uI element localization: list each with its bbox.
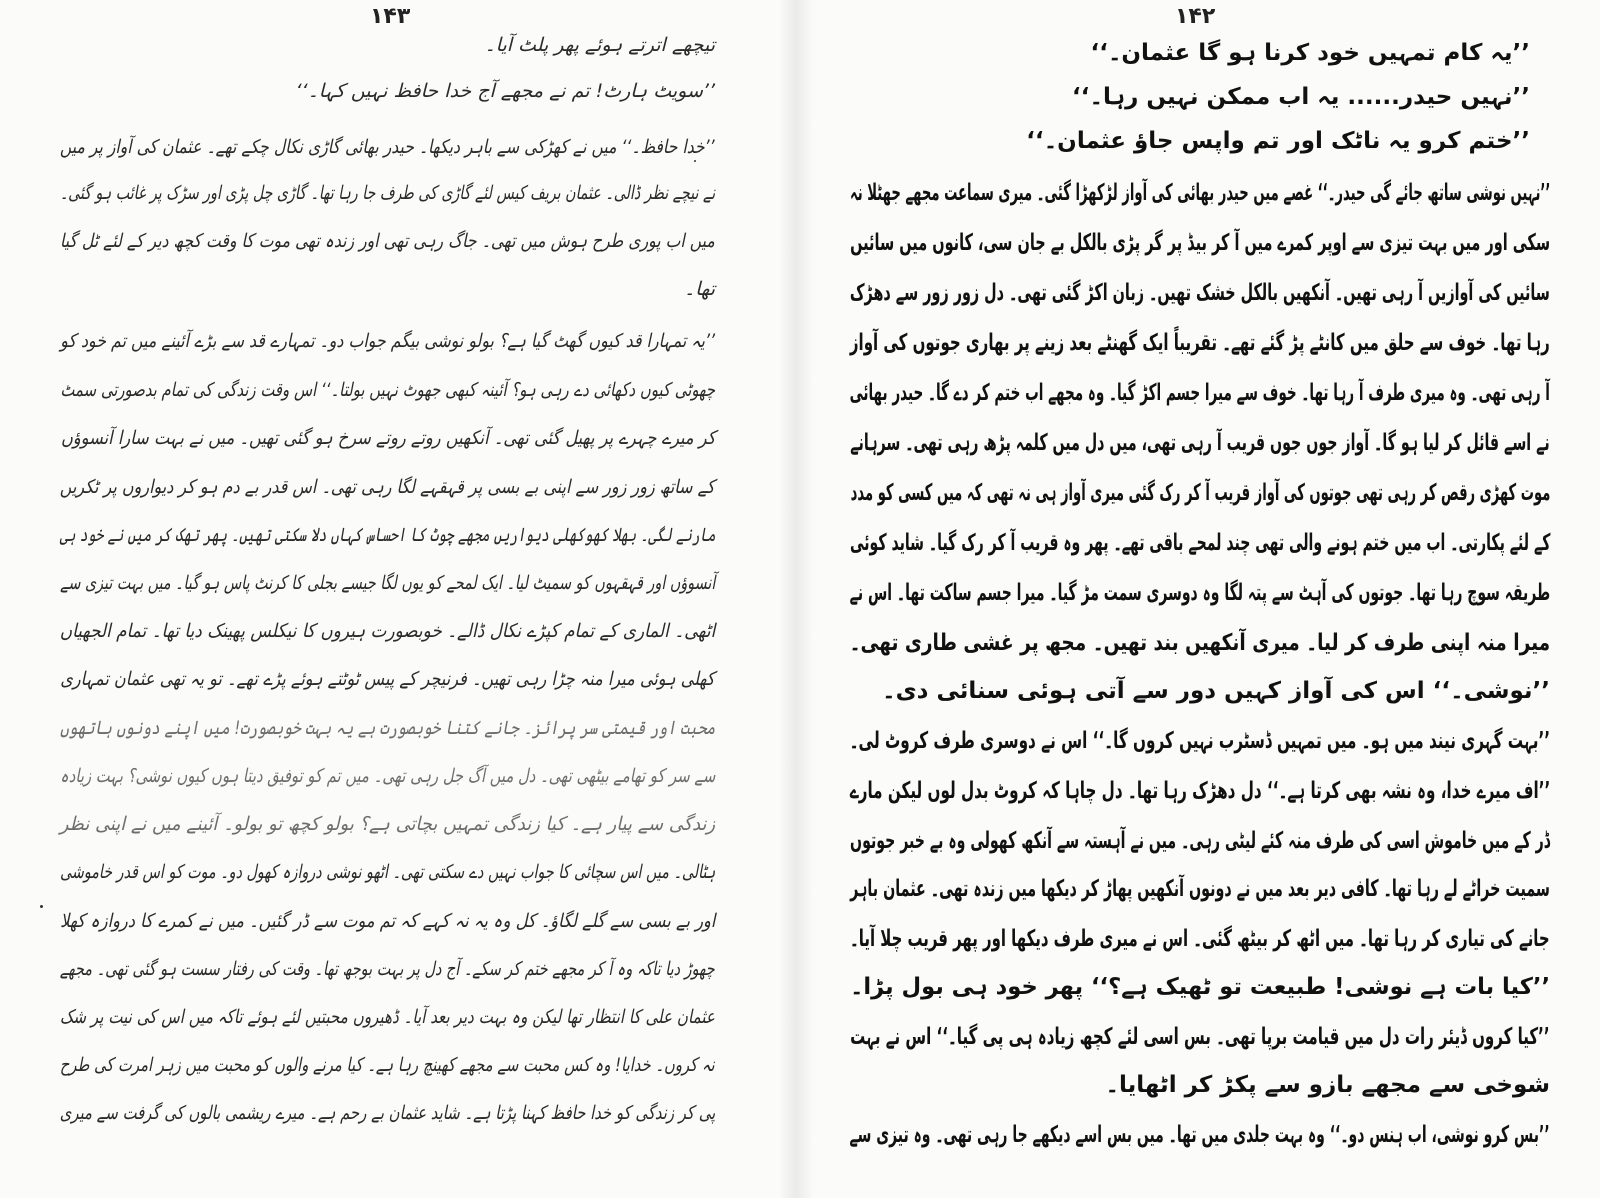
- text-line: ’’بہت گہری نیند میں ہو۔ میں تمہیں ڈسٹرب نہیں کروں گا۔‘‘ اس نے دوسری طرف کروٹ لی۔: [849, 728, 1550, 754]
- text-line: محبت اور قیمتی سر پرائز۔ جانے کتنا خوبصورت ہے یہ بہت خوبصورت! میں اپنے دونوں ہاتھوں: [59, 717, 715, 739]
- text-line: جانے کی تیاری کر رہا تھا۔ میں اٹھ کر بیٹھ گئی۔ اس نے میری طرف دیکھا اور پھر قریب چلا آیا۔: [850, 926, 1550, 952]
- scan-speck: [40, 905, 43, 908]
- right-page: [820, 0, 1600, 1198]
- text-line: زندگی سے پیار ہے۔ کیا زندگی تمہیں بچاتی ہے؟ بولو کچھ تو بولو۔ آئینے میں نے اپنی نظر: [59, 813, 715, 835]
- text-line: میرا منہ اپنی طرف کر لیا۔ میری آنکھیں بند تھیں۔ مجھ پر غشی طاری تھی۔: [849, 630, 1550, 656]
- text-line: رہا تھا۔ خوف سے حلق میں کانٹے پڑ گئے تھے۔ تقریباً ایک گھنٹے بعد زینے پر بھاری جوتوں کی آواز: [850, 330, 1550, 356]
- text-line: عثمان علی کا انتظار تھا لیکن وہ بہت دیر بعد آیا۔ ڈھیروں محبتیں لئے ہوئے تاکہ میں اس کی نیت پر شک: [59, 1006, 715, 1028]
- text-line: سکی اور میں بہت تیزی سے اوپر کمرے میں آ کر بیڈ پر گر پڑی بالکل بے جان سی، کانوں میں سائیں: [850, 230, 1550, 256]
- text-line: اور بے بسی سے گلے لگاؤ۔ کل وہ یہ نہ کہے کہ تم موت سے ڈر گئیں۔ میں نے کمرے کا دروازہ کھلا: [59, 910, 715, 932]
- text-line: سے سر کو تھامے بیٹھی تھی۔ دل میں آگ جل رہی تھی۔ میں تم کو توفیق دیتا ہوں کیوں نوشی؟ بہت زیادہ: [59, 765, 715, 787]
- page-number: ۱۴۲: [1175, 4, 1216, 29]
- text-line: تھا۔: [684, 278, 715, 300]
- text-line: چھوٹی کیوں دکھائی دے رہی ہو؟ آئینہ کبھی جھوٹ نہیں بولتا۔‘‘ اس وقت زندگی کی تمام بدصورتی سمٹ: [60, 379, 715, 401]
- text-line: تیچھے اترتے ہوئے پھر پلٹ آیا۔: [484, 34, 715, 56]
- text-line: آ رہی تھی۔ وہ میری طرف آ رہا تھا۔ خوف سے میرا جسم اکڑ گیا۔ وہ مجھے اب ختم کر دے گا۔ حیدر بھائی: [849, 380, 1550, 406]
- text-line: ڈر کے میں خاموش اسی کی طرف منہ کئے لیٹی رہی۔ میں نے آہستہ سے آنکھ کھولی وہ بے خبر جوتوں: [850, 828, 1550, 854]
- text-line: ’’بس کرو نوشی، اب ہنس دو۔‘‘ وہ بہت جلدی میں تھا۔ میں بس اسے دیکھے جا رہی تھی۔ وہ تیزی سے: [849, 1122, 1550, 1148]
- text-line: مارنے لگی۔ بھلا کھوکھلی دیواریں مجھے چوٹ کا احساس کہاں دلا سکتی تھیں۔ پھر تھک کر میں نے خود ہی: [59, 524, 715, 546]
- book-gutter: [778, 0, 814, 1198]
- text-line: کھلی ہوئی میرا منہ چڑا رہی تھیں۔ فرنیچر کے پیس ٹوٹتے ہوئے پڑے تھے۔ تو یہ تھی عثمان تمہاری: [60, 668, 715, 690]
- left-page: [0, 0, 760, 1198]
- text-line: ’’یہ تمہارا قد کیوں گھٹ گیا ہے؟ بولو نوشی بیگم جواب دو۔ تمہارے قد سے بڑے آئینے میں تم خود کو: [60, 330, 715, 352]
- text-line: شوخی سے مجھے بازو سے پکڑ کر اٹھایا۔: [1105, 1072, 1550, 1098]
- text-line: ’’یہ کام تمہیں خود کرنا ہو گا عثمان۔‘‘: [1090, 40, 1530, 66]
- text-line: ’’ختم کرو یہ ناٹک اور تم واپس جاؤ عثمان۔‘‘: [1026, 128, 1530, 154]
- text-line: ’’نوشی۔‘‘ اس کی آواز کہیں دور سے آتی ہوئی سنائی دی۔: [882, 678, 1550, 704]
- text-line: ہٹالی۔ میں اس سچائی کا جواب نہیں دے سکتی تھی۔ اٹھو نوشی دروازہ کھول دو۔ موت کو اس قدر خاموشی: [59, 861, 715, 883]
- text-line: آنسوؤں اور قہقہوں کو سمیٹ لیا۔ ایک لمحے کو یوں لگا جیسے بجلی کا کرنٹ پاس ہو گیا۔ میں بہت تیزی سے: [59, 572, 715, 594]
- text-line: ’’خدا حافظ۔‘‘ میں نے کھڑکی سے باہر دیکھا۔ حیدر بھائی گاڑی نکال چکے تھے۔ عثمان کی آواز پر میں: [60, 136, 715, 158]
- text-line: میں اب پوری طرح ہوش میں تھی۔ جاگ رہی تھی اور زندہ تھی موت کا وقت کچھ دیر کے لئے ٹل گیا: [60, 230, 715, 252]
- text-line: ’’سویٹ ہارٹ! تم نے مجھے آج خدا حافظ نہیں کہا۔‘‘: [295, 80, 715, 102]
- page-number: ۱۴۳: [370, 4, 411, 29]
- text-line: ’’کیا بات ہے نوشی! طبیعت تو ٹھیک ہے؟‘‘ پھر خود ہی بول پڑا۔: [850, 974, 1550, 1000]
- text-line: نہ کروں۔ خدایا! وہ کس محبت سے مجھے کھینچ رہا ہے۔ کیا مرنے والوں کو محبت میں زہر امرت کی طرح: [60, 1054, 715, 1076]
- text-line: چھوڑ دیا تاکہ وہ آ کر مجھے ختم کر سکے۔ آج دل پر بہت بوجھ تھا۔ وقت کی رفتار سست ہو گئی تھی۔ مجھے: [60, 958, 715, 980]
- text-line: سمیت خراٹے لے رہا تھا۔ کافی دیر بعد میں نے دونوں آنکھیں پھاڑ کر دیکھا میں زندہ تھی۔ عثمان باہر: [850, 876, 1550, 902]
- text-line: اٹھی۔ الماری کے تمام کپڑے نکال ڈالے۔ خوبصورت ہیروں کا نیکلس پھینک دیا تھا۔ تمام الجھیاں: [59, 620, 715, 642]
- text-line: کر میرے چہرے پر پھیل گئی تھی۔ آنکھیں روتے روتے سرخ ہو گئی تھیں۔ میں نے بہت سارا آنسوؤں: [60, 427, 715, 449]
- scan-speck: [694, 160, 696, 162]
- text-line: ’’اف میرے خدا، وہ نشہ بھی کرتا ہے۔‘‘ دل دھڑک رہا تھا۔ دل چاہا کہ کروٹ بدل لوں لیکن مارے: [849, 778, 1550, 804]
- text-line: پی کر زندگی کو خدا حافظ کہنا پڑتا ہے۔ شاید عثمان بے رحم ہے۔ میرے ریشمی بالوں کی گرفت سے میری: [59, 1102, 715, 1124]
- text-line: ’’کیا کروں ڈیئر رات دل میں قیامت برپا تھی۔ بس اسی لئے کچھ زیادہ ہی پی گیا۔‘‘ اس نے بہت: [850, 1024, 1550, 1050]
- text-line: کے ساتھ زور زور سے اپنی بے بسی پر قہقہے لگا رہی تھی۔ اس قدر بے دم ہو کر دیواروں پر ٹکریں: [60, 476, 715, 498]
- text-line: ’’نہیں نوشی ساتھ جائے گی حیدر۔‘‘ غصے میں حیدر بھائی کی آواز لڑکھڑا گئی۔ میری سماعت مجھے جھٹلا نہ: [849, 180, 1550, 206]
- text-line: نے اسے قائل کر لیا ہو گا۔ آواز جوں جوں قریب آ رہی تھی، میں دل میں کلمہ پڑھ رہی تھی۔ سرہانے: [850, 430, 1550, 456]
- text-line: نے نیچے نظر ڈالی۔ عثمان بریف کیس لئے گاڑی کی طرف جا رہا تھا۔ گاڑی چل پڑی اور سڑک پر غائب ہو گئی۔: [59, 182, 715, 204]
- text-line: سائیں کی آوازیں آ رہی تھیں۔ آنکھیں بالکل خشک تھیں۔ زبان اکڑ گئی تھی۔ دل زور زور سے دھڑک: [849, 280, 1550, 306]
- text-line: کے لئے پکارتی۔ اب میں ختم ہونے والی تھی چند لمحے باقی تھے۔ پھر وہ قریب آ کر رک گیا۔ شاید کوئی: [849, 530, 1550, 556]
- text-line: ’’نہیں حیدر...... یہ اب ممکن نہیں رہا۔‘‘: [1072, 84, 1530, 110]
- text-line: موت کھڑی رقص کر رہی تھی جوتوں کی آواز قریب آ کر رک گئی میری آواز ہی نہ تھی کہ میں کسی کو مدد: [850, 480, 1550, 506]
- text-line: طریقہ سوچ رہا تھا۔ جوتوں کی آہٹ سے پتہ لگا وہ دوسری سمت مڑ گیا۔ میرا جسم ساکت تھا۔ اس نے: [849, 580, 1550, 606]
